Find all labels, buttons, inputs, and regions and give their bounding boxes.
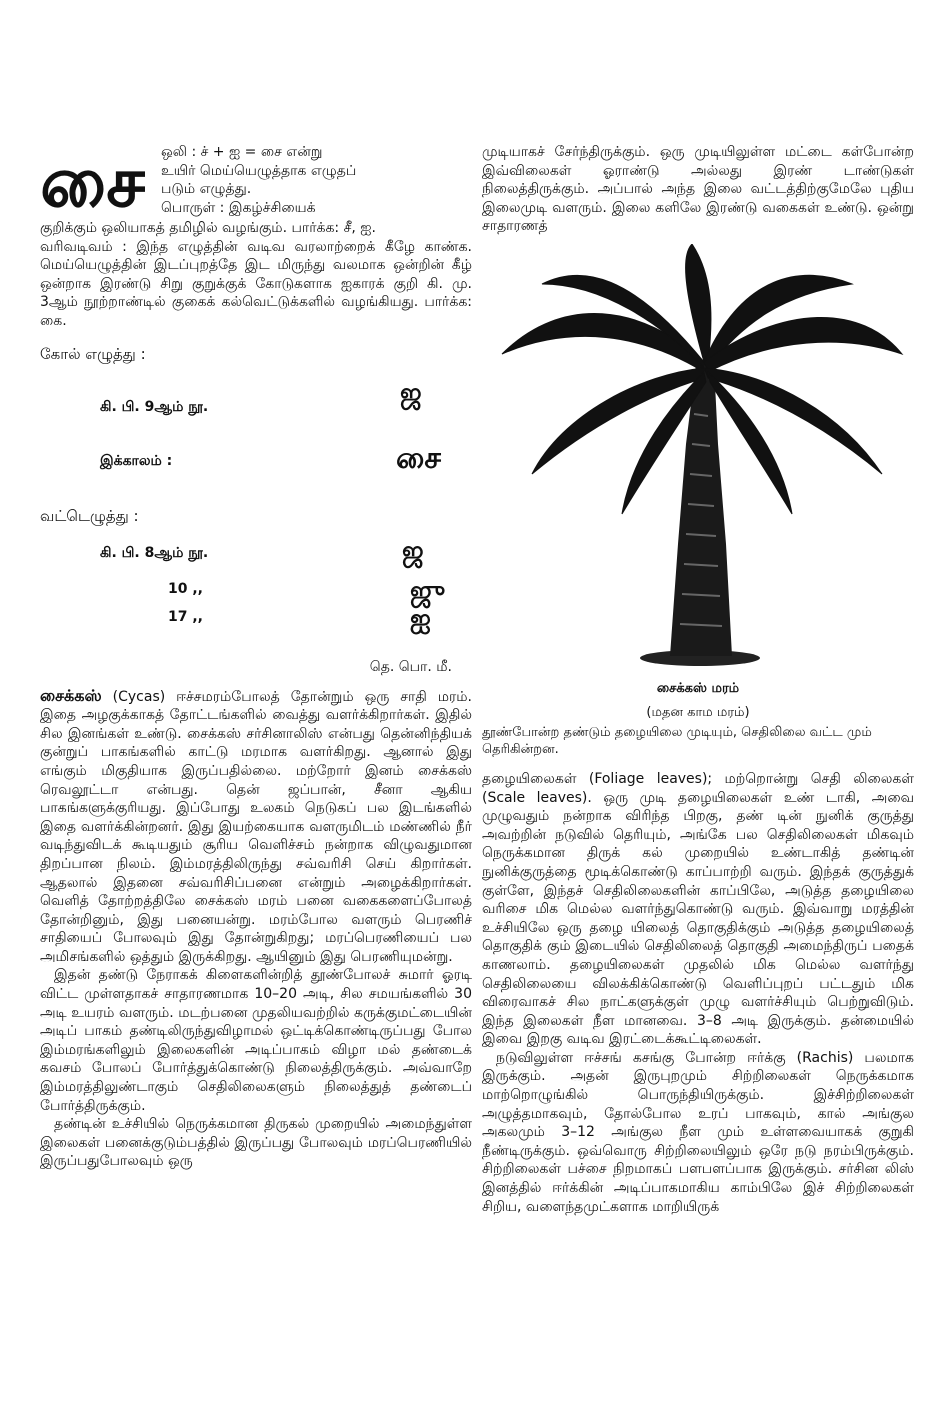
vattu-row bbox=[40, 605, 472, 633]
vattu-label: வட்டெழுத்து : bbox=[40, 506, 139, 525]
ancient-glyph: ஜ bbox=[400, 377, 422, 408]
cycas-para-text: (Cycas) ஈச்சமரம்போலத் தோன்றும் ஒரு சாதி மரம். இதை அழகுக்காகத் தோட்டங்களில் வைத்து வளர்க்கிறார்கள். இதில் சில இனங்கள் உண்டு. சைக்கஸ் சர்சினாலிஸ் என்பது தென்னிந்தியக் குன்றுப் பாகங்களில் காட்டு மரமாக வளர்கிறது. ஆனால் இது எங்கும் மிகுதியாக இருப்பதில்லை. மற்றோர் இனம் சைக்கஸ் ரெவலூட்டா என்பது. தென் ஜப்பான், சீனா ஆகிய பாகங்களுக்குரியது. இப்போது உலகம் நெடுகப் பல இடங்களில் இதை வளர்க்கின்றனர். இது இயற்கையாக வளருமிடம் மண்ணில் நீர் வடிந்துவிடக் கூடியதும் சூரிய வெளிச்சம் நன்றாக விழுவதுமான திறப்பான நிலம். இம்மரத்திலிருந்து சவ்வரிசி செய் கிறார்கள். ஆதலால் இதனை சவ்வரிசிப்பனை என்றும் அழைக்கிறார்கள். வெளித் தோற்றத்திலே சைக்கஸ் மரம் பனை வகைகளைப்போலத் தோன்றினும், இது பனையன்று. மரம்போல வளரும் பெரணிச் சாதியைப் போலவும் இது தோன்றுகிறது; மரப்பெரணியைப் பல அமிசங்களில் ஒத்தும் இருக்கிறது. ஆயினும் இது பெரணியுமன்று. bbox=[40, 688, 473, 965]
vattu-row bbox=[40, 577, 472, 605]
script-form-para: வரிவடிவம் : இந்த எழுத்தின் வடிவ வரலாற்றைக் கீழே காண்க. மெய்யெழுத்தின் இடப்புறத்தே இட மிருந்து வலமாக ஒன்றின் கீழ் ஒன்றாக இரண்டு சிறு குறுக்குக் கோடுகளாக ஐகாரக் குறி கி. மு. 3ஆம் நூற்றாண்டில் குகைக் கல்வெட்டுக்களில் வழங்கியது. பார்க்க: கை. bbox=[40, 238, 472, 329]
cycas-tree-illustration bbox=[482, 244, 914, 674]
era-label: இக்காலம் : bbox=[100, 452, 173, 469]
kol-label: கோல் எழுத்து : bbox=[40, 344, 146, 363]
ancient-glyph: ஐ bbox=[410, 603, 431, 634]
cycas-stem-para: இதன் தண்டு நேராகக் கிளைகளின்றித் தூண்போலச் சுமார் ஓரடி விட்ட முள்ளதாகச் சாதாரணமாக 10–20 அடி, சில சமயங்களில் 30 அடி உயரம் வளரும். மடற்பனை முதலியவற்றில் கருக்குமட்டையின் அடிப் பாகம் தண்டிலிருந்துவிழாமல் ஒட்டிக்கொண்டிருப்பது போல இம்மரங்களிலும் இலைகளின் அடிப்பாகம் விழா மல் தண்டைக் கவசம் போலப் போர்த்துக்கொண்டு நிலைத்திருக்கும். அவ்வாறே இம்மரத்திலுண்டாகும் செதிலிலைகளும் நிலைத்துத் தண்டைப் போர்த்திருக்கும். bbox=[40, 967, 472, 1114]
entry-header bbox=[40, 141, 472, 223]
figure-subtitle: (மதன காம மரம்) bbox=[646, 704, 750, 720]
kol-row bbox=[40, 365, 472, 445]
cycas-intro-para bbox=[40, 687, 472, 967]
meaning-para: குறிக்கும் ஒலியாகத் தமிழில் வழங்கும். பார்க்க: சீ, ஐ. bbox=[40, 220, 376, 236]
figure-title: சைக்கஸ் மரம் bbox=[656, 680, 740, 696]
kol-row bbox=[40, 440, 472, 489]
author-signature: தெ. பொ. மீ. bbox=[369, 658, 452, 675]
era-label: கி. பி. 8ஆம் நூ. bbox=[100, 544, 209, 561]
intro-line: பொருள் : இகழ்ச்சியைக் bbox=[161, 199, 316, 216]
intro-line: படும் எழுத்து. bbox=[161, 181, 252, 198]
leaves-cont-para: முடியாகச் சேர்ந்திருக்கும். ஒரு முடியிலுள்ள மட்டை கள்போன்ற இவ்விலைகள் ஓராண்டு அல்லது இரண் டாண்டுகள் நிலைத்திருக்கும். அப்பால் அந்த இலை வட்டத்திற்குமேலே புதிய இலைமுடி வளரும். இலை களிலே இரண்டு வகைகள் உண்டு. ஒன்று சாதாரணத் bbox=[482, 144, 914, 235]
era-label: 17 ,, bbox=[168, 608, 203, 625]
cycas-term: சைக்கஸ் bbox=[40, 685, 102, 705]
intro-line: ஒலி : ச் + ஐ = சை என்று bbox=[161, 144, 323, 160]
intro-line: உயிர் மெய்யெழுத்தாக எழுதப் bbox=[161, 162, 357, 179]
rachis-para: நடுவிலுள்ள ஈச்சங் கசங்கு போன்ற ஈர்க்கு (Rachis) பலமாக இருக்கும். அதன் இருபுறமும் சிற்றிலைகள் நெருக்கமாக மாற்றொழுங்கில் பொருந்தியிருக்கும். இச்சிற்றிலைகள் அழுத்தமாகவும், தோல்போல உரப் பாகவும், கால் அங்குல அகலமும் 3–12 அங்குல நீள மும் உள்ளவையாகக் குறுகி நீண்டிருக்கும். ஒவ்வொரு சிற்றிலையிலும் ஒரே நடு நரம்பிருக்கும். சிற்றிலைகள் பச்சை நிறமாகப் பளபளப்பாக இருக்கும். சர்சின லிஸ் இனத்தில் ஈர்க்கின் அடிப்பாகமாகிய காம்பிலே இச் சிற்றிலைகள் சிறிய, வளைந்தமுட்களாக மாறியிருக் bbox=[482, 1049, 914, 1215]
modern-glyph: சை bbox=[396, 440, 441, 476]
figure-note: தூண்போன்ற தண்டும் தழையிலை முடியும், செதிலிலை வட்ட மும் தெரிகின்றன. bbox=[482, 724, 872, 757]
right-column bbox=[482, 143, 914, 1216]
cycas-leaves-para: தண்டின் உச்சியில் நெருக்கமான திருகல் முறையில் அமைந்துள்ள இலைகள் பனைக்குடும்பத்தில் இருப்பது போலவும் மரப்பெரணியில் இருப்பதுபோலவும் ஒரு bbox=[40, 1116, 472, 1170]
foliage-para: தழையிலைகள் (Foliage leaves); மற்றொன்று செதி லிலைகள் (Scale leaves). ஒரு முடி தழையிலைகள் உண் டாகி, அவை முழுவதும் நன்றாக விரிந்த பிறகு, தண் டின் நுனிக் குருத்து அவற்றின் நடுவில் தெரியும், அங்கே பல செதிலிலைகள் மிகவும் நெருக்கமான திருக் கல் முறையில் உண்டாகித் தண்டின் நுனிக்குருத்தை மூடிக்கொண்டு காப்பாற்றி வரும். இந்தக் குருத்துக் குள்ளே, இந்தச் செதிலிலைகளின் காப்பிலே, அடுத்த தழையிலை வரிசை மிக மெல்ல வளர்ந்துகொண்டு வரும். இவ்வாறு மரத்தின் உச்சியிலே ஒரு தழை யிலைத் தொகுதிக்கும் அடுத்த தழையிலைத் தொகுதிக் கும் இடையில் செதிலிலைத் தொகுதி அமைந்திருப் பதைக் காணலாம். தழையிலைகள் முதலில் மிக மெல்ல வளர்ந்து செதிலிலையை விலக்கிக்கொண்டு வெளிப்புறப் பட்டதும் மிக விரைவாகச் சில நாட்களுக்குள் முழு வளர்ச்சியும் பெற்றுவிடும். இந்த இலைகள் நீள மானவை. 3–8 அடி இருக்கும். தன்மையில் இவை இறகு வடிவ இரட்டைக்கூட்டிலைகள். bbox=[482, 770, 915, 1048]
ancient-glyph: ஜு bbox=[410, 575, 446, 606]
cycas-tree-icon bbox=[482, 244, 914, 674]
entry-letter: சை bbox=[40, 141, 145, 223]
left-column bbox=[40, 143, 472, 1171]
vattu-row bbox=[40, 527, 472, 577]
ancient-glyph: ஜ bbox=[402, 535, 424, 566]
era-label: கி. பி. 9ஆம் நூ. bbox=[100, 398, 209, 415]
era-label: 10 ,, bbox=[168, 580, 203, 597]
